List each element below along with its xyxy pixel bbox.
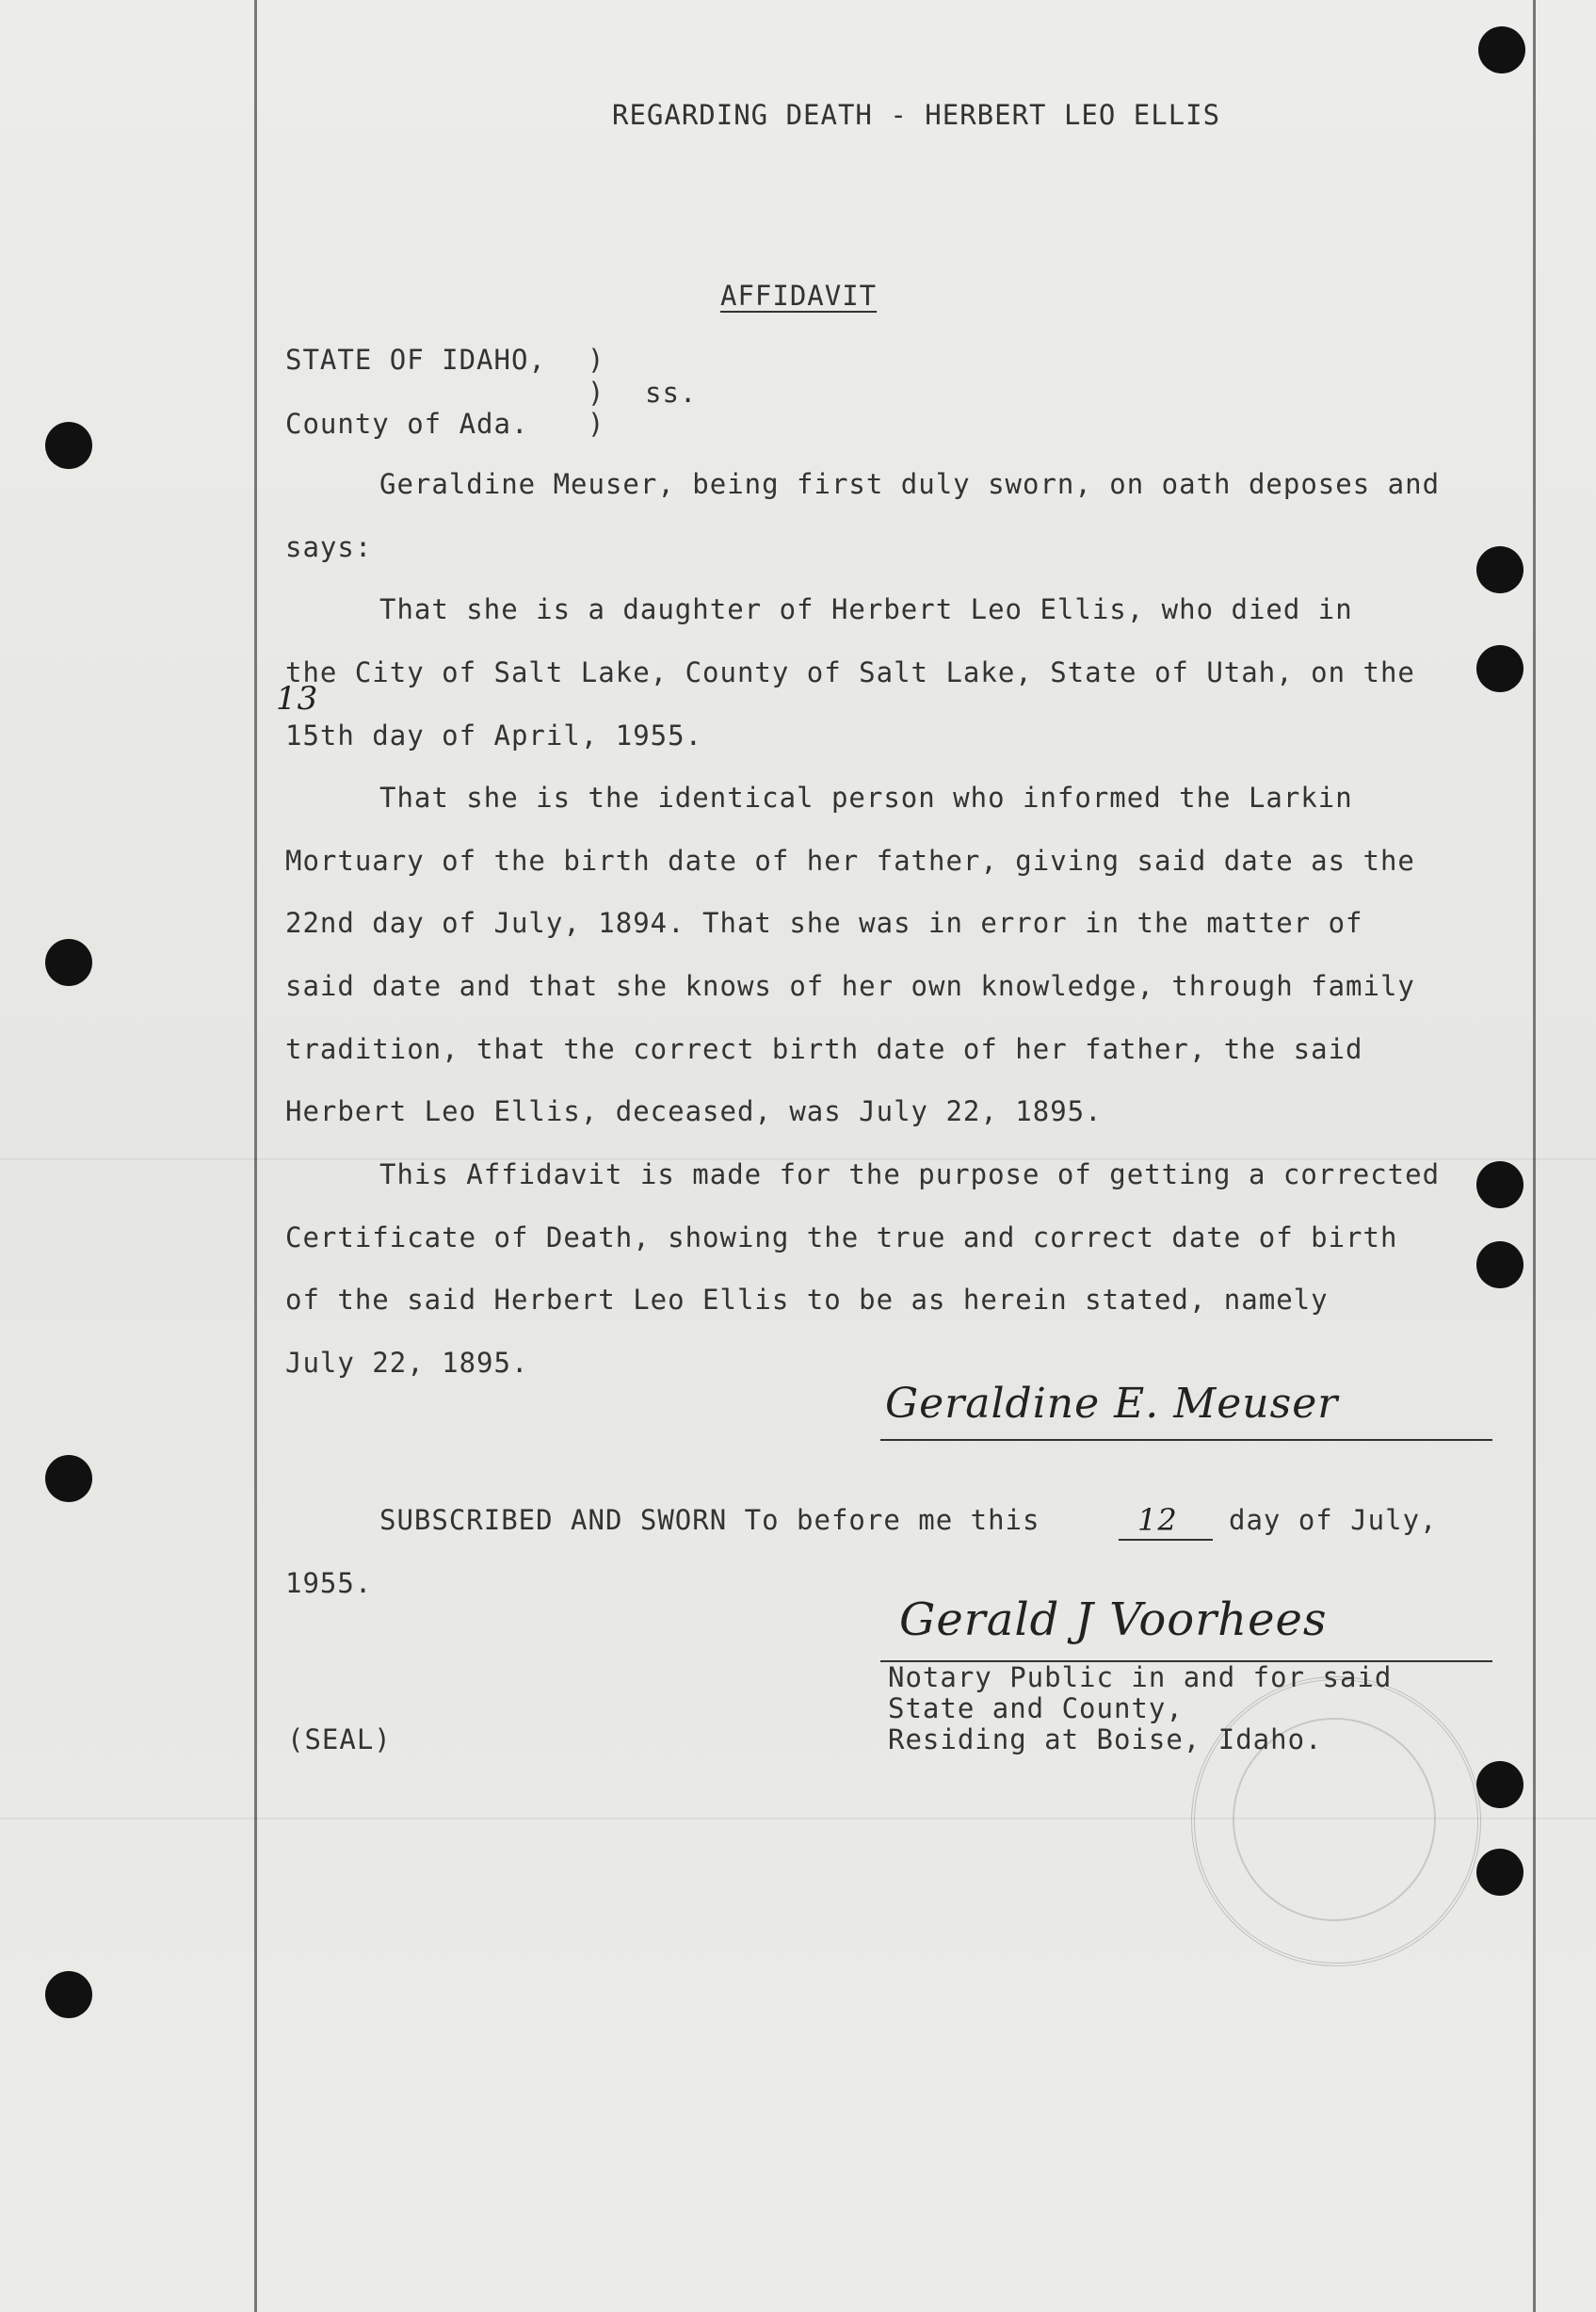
notary-line: Notary Public in and for said: [888, 1661, 1393, 1693]
venue-paren: ): [588, 408, 605, 440]
affiant-signature-line: [880, 1439, 1492, 1441]
jurat-year: 1955.: [285, 1567, 373, 1599]
document-heading: REGARDING DEATH - HERBERT LEO ELLIS: [612, 99, 1221, 131]
body-line: Geraldine Meuser, being first duly sworn, on oath deposes and: [379, 468, 1441, 500]
venue-ss: ss.: [645, 377, 698, 409]
venue-county: County of Ada.: [285, 408, 529, 440]
body-line: Certificate of Death, showing the true and correct date of birth: [285, 1221, 1398, 1253]
punch-hole: [1476, 1761, 1523, 1808]
body-line: 15th day of April, 1955.: [285, 719, 703, 752]
seal-label: (SEAL): [287, 1723, 392, 1755]
punch-hole: [1476, 1161, 1523, 1208]
body-line: Mortuary of the birth date of her father, giving said date as the: [285, 845, 1415, 877]
notary-line: Residing at Boise, Idaho.: [888, 1723, 1323, 1755]
venue-state: STATE OF IDAHO,: [285, 344, 546, 376]
body-line: tradition, that the correct birth date of her father, the said: [285, 1033, 1363, 1065]
handwritten-correction: 13: [276, 680, 319, 718]
punch-hole: [45, 1971, 92, 2018]
venue-paren: ): [588, 344, 605, 376]
punch-hole: [1476, 546, 1523, 593]
venue-paren: ): [588, 377, 605, 409]
punch-hole: [45, 939, 92, 986]
punch-hole: [1476, 1849, 1523, 1896]
right-margin-line: [1533, 0, 1536, 2312]
jurat-text: day of July,: [1229, 1504, 1438, 1536]
punch-hole: [1476, 645, 1523, 692]
body-line: said date and that she knows of her own knowledge, through family: [285, 970, 1415, 1002]
body-line: That she is a daughter of Herbert Leo Ellis, who died in: [379, 593, 1353, 625]
notary-line: State and County,: [888, 1692, 1184, 1724]
body-line: This Affidavit is made for the purpose of getting a corrected: [379, 1158, 1441, 1190]
body-line: July 22, 1895.: [285, 1347, 529, 1379]
body-line: of the said Herbert Leo Ellis to be as herein stated, namely: [285, 1284, 1329, 1316]
punch-hole: [1478, 26, 1525, 73]
body-line: Herbert Leo Ellis, deceased, was July 22, 1895.: [285, 1095, 1103, 1127]
notary-seal-stamp: [1191, 1676, 1481, 1966]
body-line: the City of Salt Lake, County of Salt Lake, State of Utah, on the: [285, 656, 1415, 688]
affiant-signature: Geraldine E. Meuser: [885, 1380, 1339, 1428]
punch-hole: [45, 1455, 92, 1502]
jurat-day-line: [1119, 1539, 1213, 1541]
punch-hole: [1476, 1241, 1523, 1288]
body-line: 22nd day of July, 1894. That she was in error in the matter of: [285, 907, 1363, 939]
document-title: AFFIDAVIT: [720, 280, 878, 312]
jurat-day: 12: [1137, 1502, 1178, 1538]
jurat-text: SUBSCRIBED AND SWORN To before me this: [379, 1504, 1040, 1536]
body-line: That she is the identical person who informed the Larkin: [379, 782, 1353, 814]
punch-hole: [45, 422, 92, 469]
left-margin-line: [254, 0, 257, 2312]
notary-signature: Gerald J Voorhees: [899, 1593, 1328, 1646]
body-line: says:: [285, 531, 373, 563]
